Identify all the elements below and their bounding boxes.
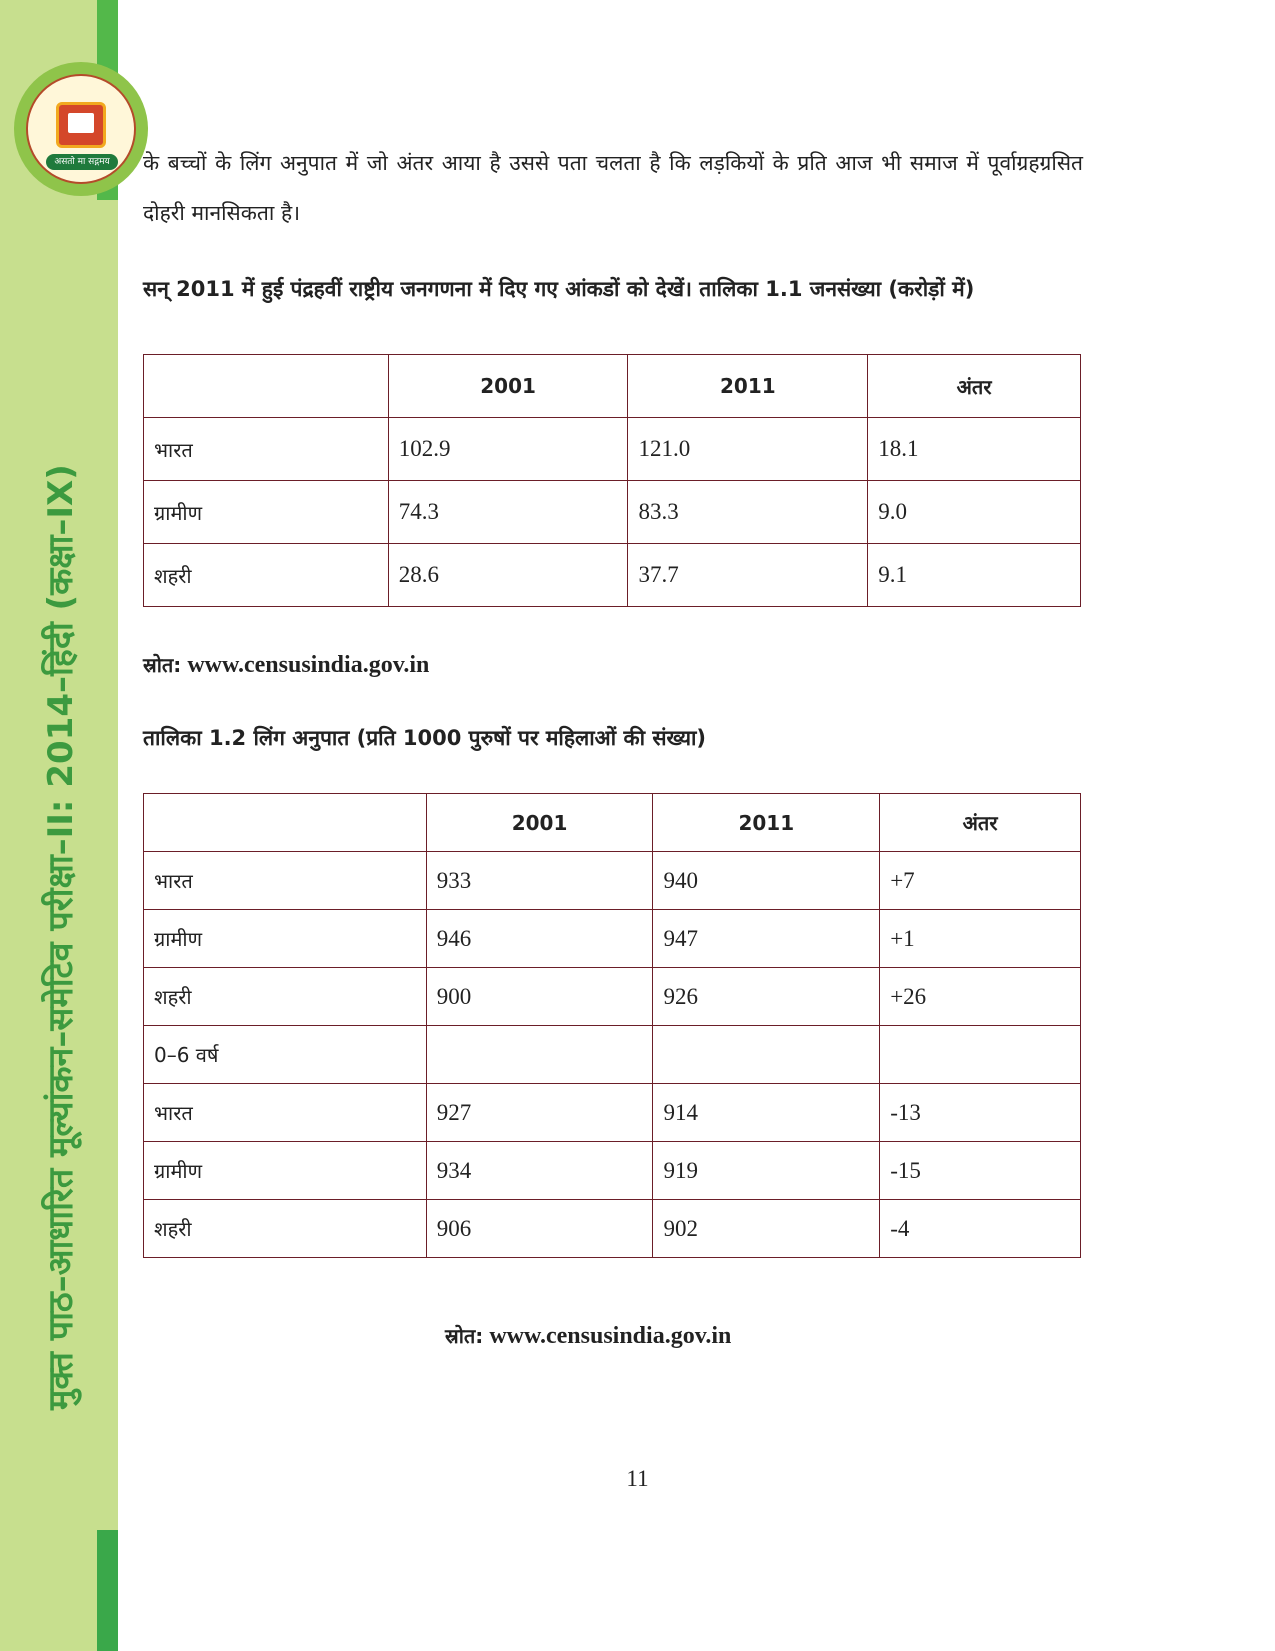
table-cell: -4 — [880, 1200, 1081, 1258]
column-header — [144, 794, 427, 852]
column-header: अंतर — [880, 794, 1081, 852]
table-row — [144, 1200, 1081, 1258]
table-header-row — [144, 794, 1081, 852]
source-url: www.censusindia.gov.in — [489, 1323, 732, 1349]
table-cell: 926 — [653, 968, 880, 1026]
sex-ratio-table — [143, 793, 1081, 1258]
table-cell: 18.1 — [868, 418, 1081, 481]
source-label: स्रोत: — [143, 653, 182, 677]
table-row — [144, 968, 1081, 1026]
table-cell: 9.1 — [868, 544, 1081, 607]
table-cell: 947 — [653, 910, 880, 968]
row-label: ग्रामीण — [144, 481, 389, 544]
table-row — [144, 418, 1081, 481]
row-label: शहरी — [144, 1200, 427, 1258]
table-cell: 902 — [653, 1200, 880, 1258]
row-label: शहरी — [144, 968, 427, 1026]
table-cell: 37.7 — [628, 544, 868, 607]
table-cell: 28.6 — [388, 544, 628, 607]
table2-title: तालिका 1.2 लिंग अनुपात (प्रति 1000 पुरुषों पर महिलाओं की संख्या) — [143, 726, 707, 750]
table-cell — [880, 1026, 1081, 1084]
table-cell: 927 — [426, 1084, 653, 1142]
source-line-2 — [445, 1322, 731, 1350]
population-table — [143, 354, 1081, 607]
table-row — [144, 544, 1081, 607]
table-cell: 914 — [653, 1084, 880, 1142]
column-header: 2011 — [653, 794, 880, 852]
row-label: शहरी — [144, 544, 389, 607]
table-cell: -13 — [880, 1084, 1081, 1142]
table-cell: 906 — [426, 1200, 653, 1258]
row-label: भारत — [144, 1084, 427, 1142]
table-cell: +7 — [880, 852, 1081, 910]
main-content — [143, 138, 1083, 1258]
row-label: भारत — [144, 418, 389, 481]
table-cell: 9.0 — [868, 481, 1081, 544]
logo-motto: असतो मा सद्गमय — [46, 154, 118, 170]
column-header: 2001 — [388, 355, 628, 418]
row-label: ग्रामीण — [144, 1142, 427, 1200]
source-line-1 — [143, 651, 1083, 679]
source-label: स्रोत: — [445, 1324, 484, 1348]
table-cell: +1 — [880, 910, 1081, 968]
column-header: 2011 — [628, 355, 868, 418]
table1-title: सन् 2011 में हुई पंद्रहवीं राष्ट्रीय जनगणना में दिए गए आंकडों को देखें। तालिका 1.1 जनसंख्या (करोड़ों में) — [143, 277, 975, 301]
page-number: 11 — [626, 1466, 649, 1491]
column-header — [144, 355, 389, 418]
table-cell: 933 — [426, 852, 653, 910]
column-header: 2001 — [426, 794, 653, 852]
table-cell: 102.9 — [388, 418, 628, 481]
table-cell: 940 — [653, 852, 880, 910]
table-cell: 900 — [426, 968, 653, 1026]
table-cell: 946 — [426, 910, 653, 968]
sidebar-accent-bottom — [97, 1530, 118, 1651]
table-cell — [426, 1026, 653, 1084]
table-cell: 121.0 — [628, 418, 868, 481]
table-row — [144, 481, 1081, 544]
table-cell: 934 — [426, 1142, 653, 1200]
cbse-logo-icon — [14, 62, 148, 196]
intro-paragraph: के बच्चों के लिंग अनुपात में जो अंतर आया है उससे पता चलता है कि लड़कियों के प्रति आज भी समाज में पूर्वाग्रहग्रसित दोहरी मानसिकता है। — [143, 151, 1083, 225]
table-cell: -15 — [880, 1142, 1081, 1200]
table-row — [144, 1026, 1081, 1084]
source-url: www.censusindia.gov.in — [187, 652, 430, 678]
table-cell: +26 — [880, 968, 1081, 1026]
table-cell — [653, 1026, 880, 1084]
table-cell: 83.3 — [628, 481, 868, 544]
column-header: अंतर — [868, 355, 1081, 418]
table-row — [144, 1084, 1081, 1142]
table-header-row — [144, 355, 1081, 418]
table-row — [144, 1142, 1081, 1200]
row-label: भारत — [144, 852, 427, 910]
table-cell: 919 — [653, 1142, 880, 1200]
table-cell: 74.3 — [388, 481, 628, 544]
row-label: ग्रामीण — [144, 910, 427, 968]
row-label: 0–6 वर्ष — [144, 1026, 427, 1084]
table-row — [144, 852, 1081, 910]
sidebar-vertical-title: मुक्त पाठ–आधारित मूल्यांकन–समेटिव परीक्षा–II: 2014–हिंदी (कक्षा–IX) — [41, 464, 81, 1410]
table-row — [144, 910, 1081, 968]
